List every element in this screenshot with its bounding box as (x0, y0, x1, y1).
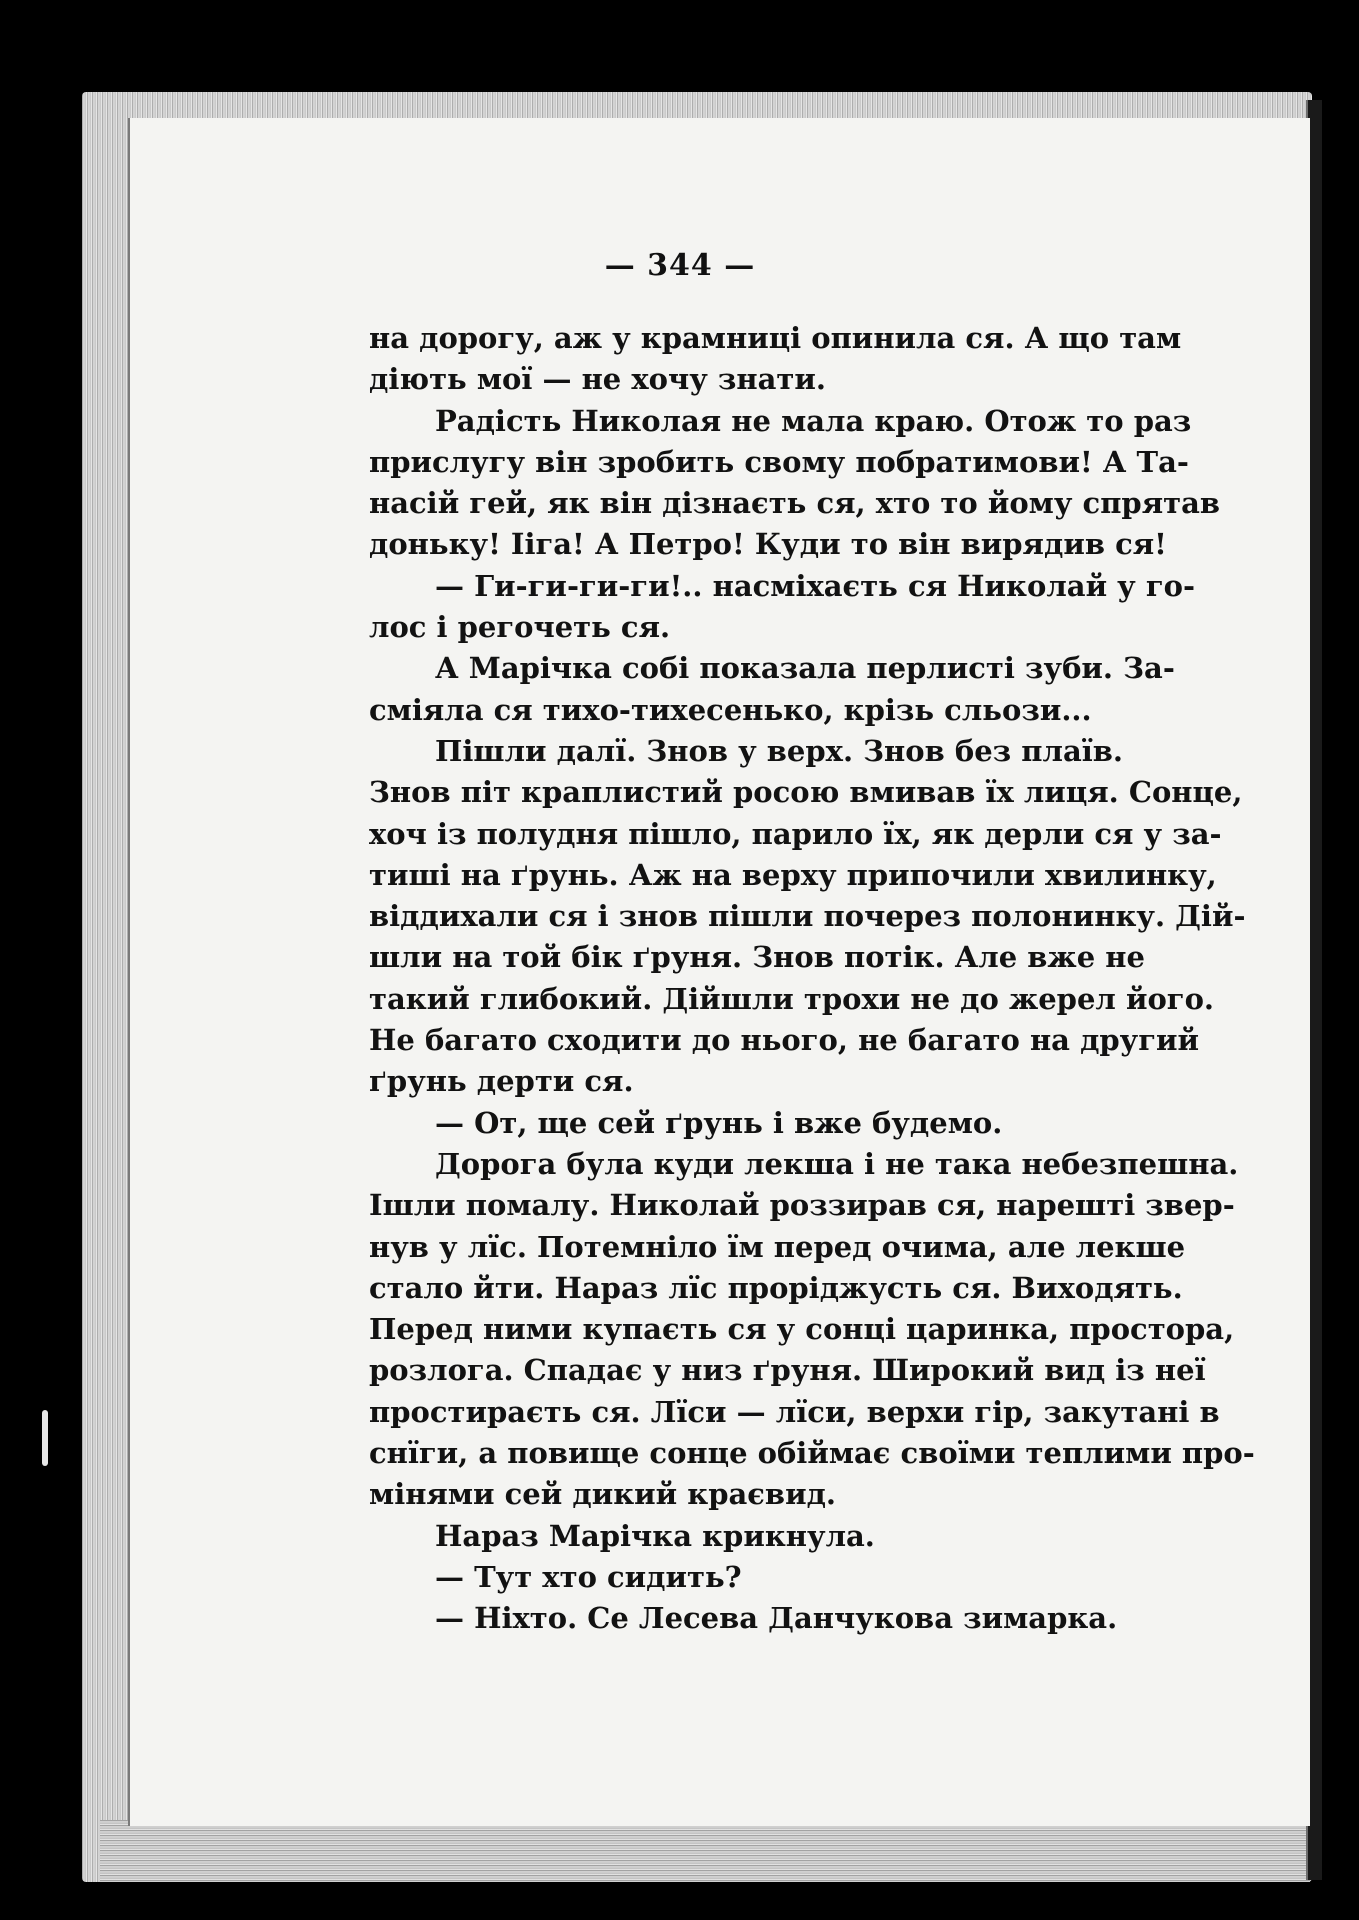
text-line: насій гей, як він дізнаєть ся, хто то йому спрятав (369, 486, 1221, 521)
text-line: лос і регочеть ся. (369, 610, 671, 645)
text-line: такий глибокий. Дійшли трохи не до жерел його. (369, 981, 1215, 1016)
text-line: діють мої — не хочу знати. (369, 362, 826, 397)
text-line: Дорога була куди лекша і не така небезпешна. (435, 1146, 1239, 1181)
text-line: Перед ними купаєть ся у сонці царинка, простора, (369, 1312, 1235, 1347)
text-line: хоч із полудня пішло, парило їх, як дерли ся у за- (369, 816, 1222, 851)
text-line: нув у лїс. Потемніло їм перед очима, але лекше (369, 1229, 1186, 1264)
text-line: віддихали ся і знов пішли почерез полонинку. Дій- (369, 899, 1246, 934)
text-line: мінями сей дикий краєвид. (369, 1477, 837, 1512)
margin-mark (42, 1410, 48, 1466)
page-number: — 344 — (604, 248, 756, 283)
text-line: стало йти. Нараз лїс проріджусть ся. Виходять. (369, 1270, 1183, 1305)
text-line: Не багато сходити до нього, не багато на другий (369, 1023, 1200, 1058)
text-line: Пішли далї. Знов у верх. Знов без плаїв. (435, 733, 1123, 768)
text-line: снїги, а повище сонце обіймає своїми теплими про- (369, 1436, 1255, 1471)
page-stack-bottom (100, 1820, 1310, 1882)
text-line: — От, ще сей ґрунь і вже будемо. (435, 1105, 1003, 1140)
text-line: шли на той бік ґруня. Знов потік. Але вже не (369, 940, 1145, 975)
text-line: розлога. Спадає у низ ґруня. Широкий вид із неї (369, 1353, 1206, 1388)
text-line: Радість Николая не мала краю. Отож то раз (435, 403, 1192, 438)
text-line: А Марічка собі показала перлисті зуби. За- (435, 651, 1175, 686)
text-line: — Ніхто. Се Лесева Данчукова зимарка. (435, 1601, 1118, 1636)
text-line: доньку! Ііга! А Петро! Куди то він вирядив ся! (369, 527, 1167, 562)
text-line: ґрунь дерти ся. (369, 1064, 634, 1099)
text-line: тиші на ґрунь. Аж на верху припочили хвилинку, (369, 857, 1217, 892)
page-paper (128, 118, 1310, 1826)
text-line: — Ги-ги-ги-ги!.. насміхаєть ся Николай у го- (435, 568, 1195, 603)
text-line: — Тут хто сидить? (435, 1559, 742, 1594)
text-line: сміяла ся тихо-тихесенько, крізь сльози... (369, 692, 1092, 727)
text-line: простираєть ся. Лїси — лїси, верхи гір, закутані в (369, 1394, 1220, 1429)
body-text (369, 318, 1255, 1640)
text-line: Знов піт краплистий росою вмивав їх лиця. Сонце, (369, 775, 1243, 810)
text-line: Ішли помалу. Николай роззирав ся, нарешті звер- (369, 1188, 1235, 1223)
text-line: прислугу він зробить свому побратимови! А Та- (369, 444, 1189, 479)
text-line: на дорогу, аж у крамниці опинила ся. А що там (369, 321, 1182, 355)
text-line: Нараз Марічка крикнула. (435, 1518, 875, 1553)
